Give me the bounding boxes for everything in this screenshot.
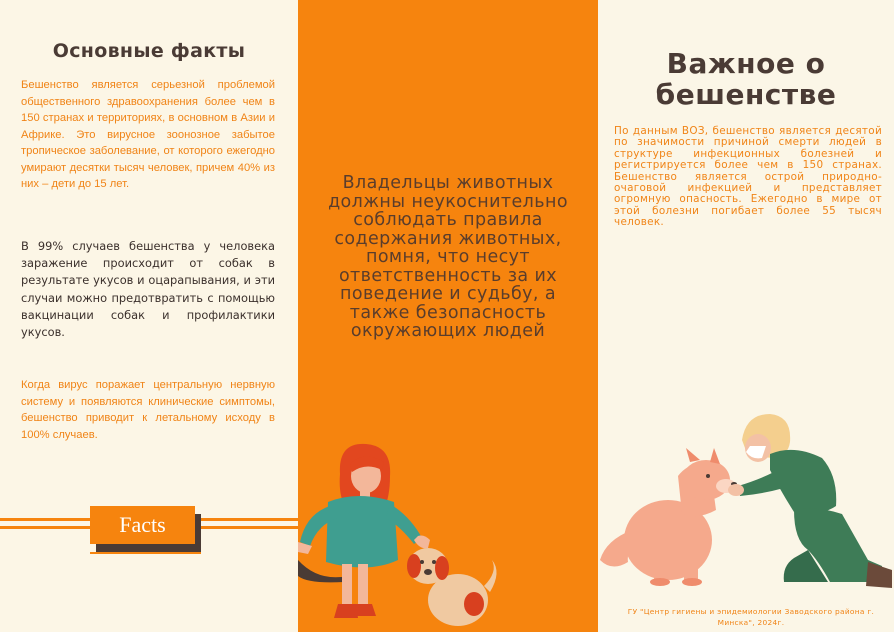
right-panel	[598, 0, 894, 632]
girl-petting-dog-illustration	[298, 442, 498, 632]
owner-responsibility-quote: Владельцы животных должны неукоснительно соблюдать правила содержания животных, помня, что несут ответственность за их поведение и судьбу, а также безопасность окружающих людей	[328, 173, 568, 341]
facts-heading: Основные факты	[52, 40, 246, 62]
facts-paragraph-2: В 99% случаев бешенства у человека заражение происходит от собак в результате укусов и оцарапывания, и эти случаи можно предотвратить с помощью вакцинации собак и профилактики укусов.	[21, 239, 275, 340]
rabies-important-heading: Важное о бешенстве	[655, 47, 837, 111]
who-facts-paragraph: По данным ВОЗ, бешенство является десятой по значимости причиной смерти людей в структуре инфекционных болезней и регистрируется более чем в 150 странах. Бешенство является острой природно-очаговой инфекцией и представляет огромную опасность. Ежегодно в мире от этой болезни погибает более 55 тысяч человек.	[614, 125, 882, 229]
facts-button[interactable]: Facts	[90, 506, 195, 544]
left-panel	[0, 0, 298, 632]
facts-paragraph-3: Когда вирус поражает центральную нервную систему и появляются клинические симптомы, бешенство приводит к летальному исходу в 100% случаев.	[21, 379, 275, 441]
decorative-underline	[90, 552, 201, 554]
woman-with-dog-illustration	[598, 410, 894, 590]
footer-credit: ГУ "Центр гигиены и эпидемиологии Заводского района г. Минска", 2024г.	[627, 607, 875, 627]
middle-panel	[298, 0, 598, 632]
facts-paragraph-1: Бешенство является серьезной проблемой общественного здравоохранения более чем в 150 странах и территориях, в основном в Азии и Африке. Это вирусное зоонозное забытое тропическое заболевание, от которого ежегодно умирают десятки тысяч человек, причем 40% из них – дети до 15 лет.	[21, 79, 275, 190]
